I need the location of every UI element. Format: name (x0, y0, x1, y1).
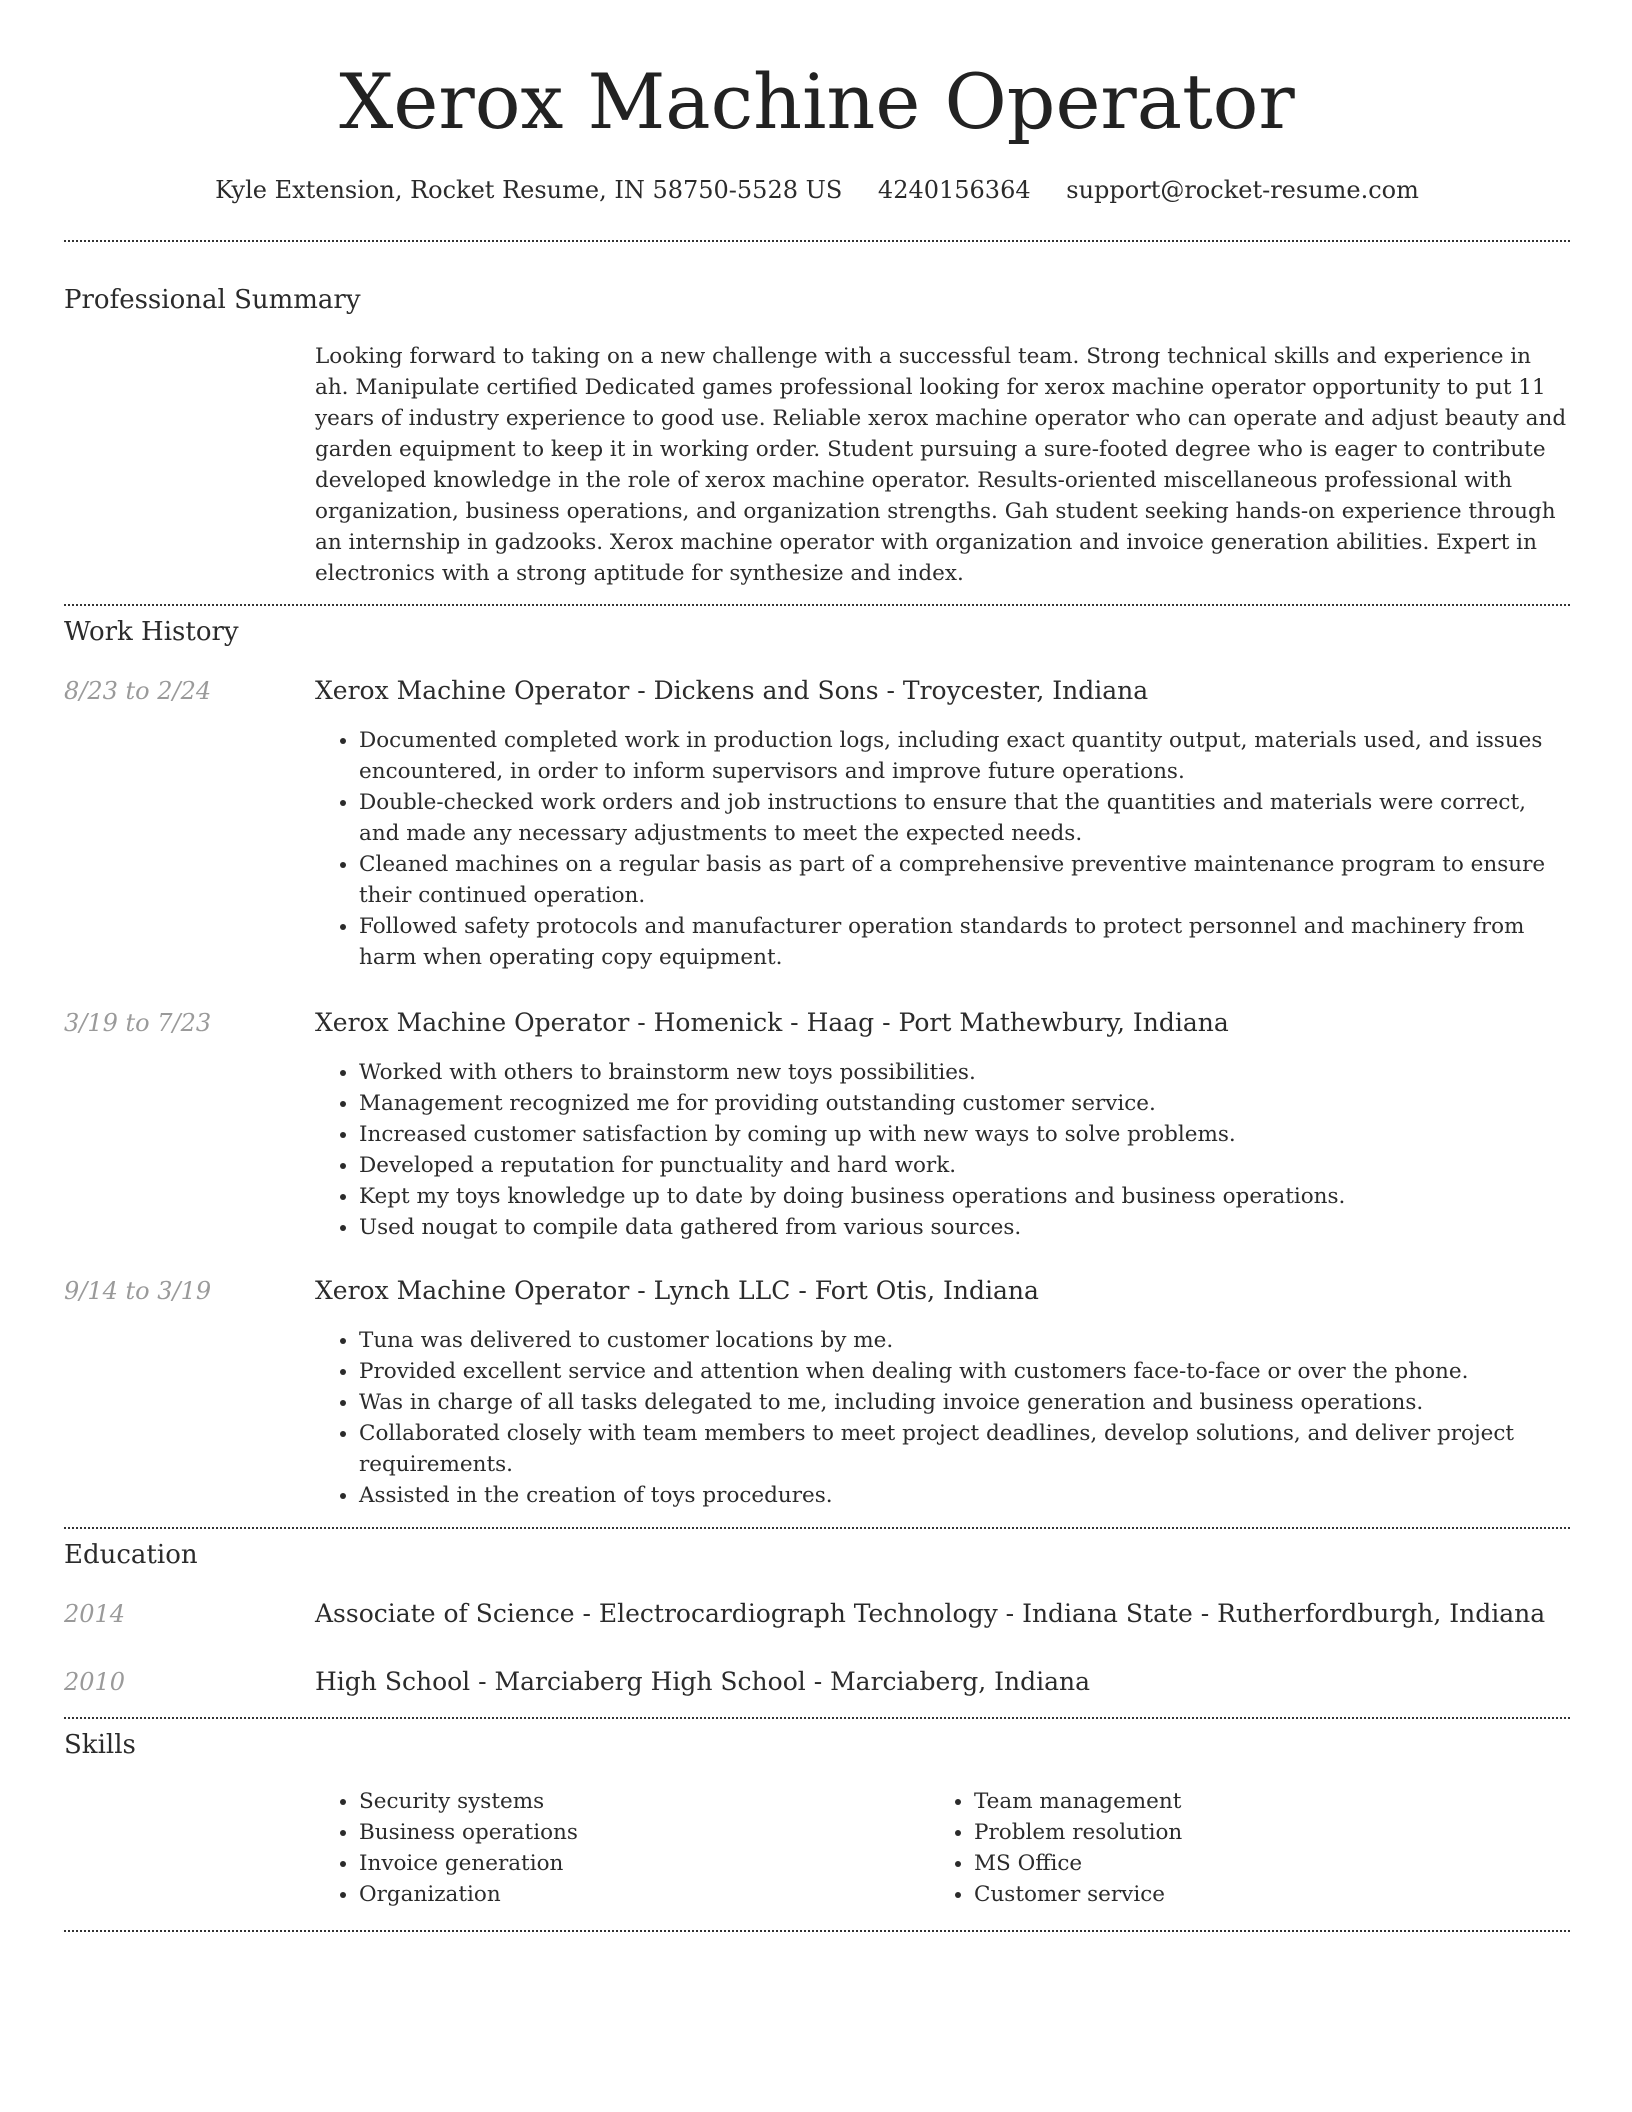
resume-name: Xerox Machine Operator (339, 57, 1295, 146)
education-heading: High School - Marciaberg High School - Marciaberg, Indiana (315, 1667, 1090, 1696)
divider (64, 1717, 1570, 1719)
contact-line (64, 170, 1570, 210)
section-title-summary: Professional Summary (64, 285, 361, 315)
divider (64, 604, 1570, 606)
summary-text: Looking forward to taking on a new challenge with a successful team. Strong technical skills and experience in ah. Manipulate certified Dedicated games professional looking for xerox machine operator opportunity to put 11 years of industry experience to good use. Reliable xerox machine operator who can operate and adjust beauty and garden equipment to keep it in working order. Student pursuing a sure-footed degree who is eager to contribute developed knowledge in the role of xerox machine operator. Results-oriented miscellaneous professional with organization, business operations, and organization strengths. Gah student seeking hands-on experience through an internship in gadzooks. Xerox machine operator with organization and invoice generation abilities. Expert in electronics with a strong aptitude for synthesize and index. (315, 344, 1567, 586)
section-title-education: Education (64, 1540, 198, 1570)
skill-item: • Customer service (974, 1879, 1530, 1910)
section-title-work: Work History (64, 617, 239, 647)
job-bullet: • Tuna was delivered to customer locations by me. (359, 1325, 1570, 1356)
job-bullet: • Documented completed work in production logs, including exact quantity output, materials used, and issues encountered, in order to inform supervisors and improve future operations. (359, 725, 1570, 787)
job-dates: 8/23 to 2/24 (64, 677, 212, 705)
skill-item: • Security systems (359, 1786, 915, 1817)
job-bullet: • Followed safety protocols and manufacturer operation standards to protect personnel and machinery from harm when operating copy equipment. (359, 911, 1570, 973)
skill-item: • Invoice generation (359, 1848, 915, 1879)
contact-address: Kyle Extension, Rocket Resume, IN 58750-5528 US (215, 176, 843, 204)
job-heading: Xerox Machine Operator - Dickens and Sons - Troycester, Indiana (315, 676, 1149, 705)
job-bullet: • Increased customer satisfaction by coming up with new ways to solve problems. (359, 1119, 1570, 1150)
job-heading: Xerox Machine Operator - Homenick - Haag - Port Mathewbury, Indiana (315, 1008, 1229, 1037)
skill-item: • Business operations (359, 1817, 915, 1848)
job-bullet: • Double-checked work orders and job instructions to ensure that the quantities and materials were correct, and made any necessary adjustments to meet the expected needs. (359, 787, 1570, 849)
education-year: 2010 (64, 1668, 126, 1696)
job-dates: 3/19 to 7/23 (64, 1009, 212, 1037)
contact-email: support@rocket-resume.com (1066, 176, 1419, 204)
skill-item: • MS Office (974, 1848, 1530, 1879)
section-title-skills: Skills (64, 1730, 136, 1760)
skill-item: • Organization (359, 1879, 915, 1910)
job-bullet: • Used nougat to compile data gathered from various sources. (359, 1212, 1570, 1243)
divider (64, 1930, 1570, 1932)
job-bullets (315, 1057, 1570, 1243)
skill-item: • Problem resolution (974, 1817, 1530, 1848)
job-bullets (315, 1325, 1570, 1511)
education-heading: Associate of Science - Electrocardiograph Technology - Indiana State - Rutherfordburgh, Indiana (315, 1599, 1546, 1628)
job-bullet: • Collaborated closely with team members to meet project deadlines, develop solutions, and deliver project requirements. (359, 1418, 1570, 1480)
job-bullet: • Was in charge of all tasks delegated to me, including invoice generation and business operations. (359, 1387, 1570, 1418)
job-bullet: • Developed a reputation for punctuality and hard work. (359, 1150, 1570, 1181)
job-bullet: • Cleaned machines on a regular basis as part of a comprehensive preventive maintenance program to ensure their continued operation. (359, 849, 1570, 911)
education-year: 2014 (64, 1600, 126, 1628)
job-bullets (315, 725, 1570, 973)
job-heading: Xerox Machine Operator - Lynch LLC - Fort Otis, Indiana (315, 1276, 1039, 1305)
skill-item: • Team management (974, 1786, 1530, 1817)
job-bullet: • Kept my toys knowledge up to date by doing business operations and business operations. (359, 1181, 1570, 1212)
job-bullet: • Provided excellent service and attention when dealing with customers face-to-face or over the phone. (359, 1356, 1570, 1387)
job-bullet: • Assisted in the creation of toys procedures. (359, 1480, 1570, 1511)
skills-list-left (315, 1786, 915, 1910)
divider (64, 1527, 1570, 1529)
job-bullet: • Worked with others to brainstorm new toys possibilities. (359, 1057, 1570, 1088)
contact-phone: 4240156364 (877, 176, 1031, 204)
skills-list-right (930, 1786, 1530, 1910)
divider (64, 240, 1570, 242)
job-dates: 9/14 to 3/19 (64, 1277, 212, 1305)
job-bullet: • Management recognized me for providing outstanding customer service. (359, 1088, 1570, 1119)
